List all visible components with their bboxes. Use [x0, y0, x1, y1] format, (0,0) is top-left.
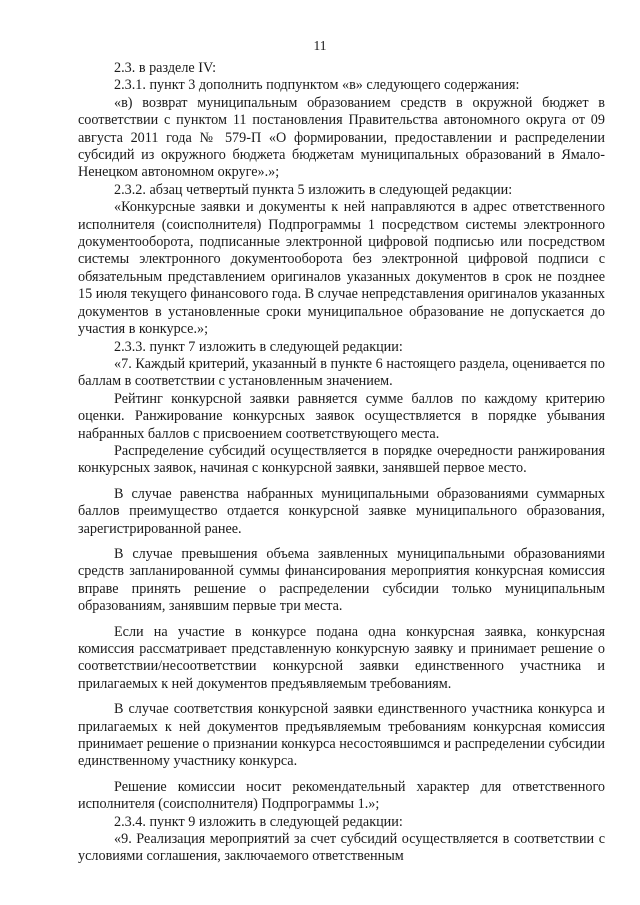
document-body — [78, 60, 605, 866]
page-number: 11 — [313, 38, 327, 53]
paragraph: В случае соответствия конкурсной заявки единственного участника конкурса и прилагаемых к ней документов предъявляемым требованиям конкурсная комиссия принимает решение о признании конкурса несостоявшимся и распределении субсидии единственному участнику конкурса. — [78, 701, 605, 770]
paragraph: 2.3. в разделе IV: — [114, 60, 217, 76]
paragraph: Решение комиссии носит рекомендательный характер для ответственного исполнителя (соисполнителя) Подпрограммы 1.»; — [78, 778, 605, 813]
paragraph: В случае превышения объема заявленных муниципальными образованиями средств запланированной суммы финансирования мероприятия конкурсная комиссия вправе принять решение о распределении субсидии только муниципальным образованиям, занявшим первые три места. — [78, 545, 605, 615]
paragraph: «в) возврат муниципальным образованием средств в окружной бюджет в соответствии с пунктом 11 постановления Правительства автономного округа от 09 августа 2011 года № 579-П «О формировании, предоставлении и распределении субсидий из окружного бюджета бюджетам муниципальных образований в Ямало-Ненецком автономном округе».»; — [78, 94, 605, 181]
paragraph: 2.3.3. пункт 7 изложить в следующей редакции: — [114, 338, 403, 355]
paragraph: «9. Реализация мероприятий за счет субсидий осуществляется в соответствии с условиями соглашения, заключаемого ответственным — [78, 831, 605, 865]
paragraph: Распределение субсидий осуществляется в порядке очередности ранжирования конкурсных заявок, начиная с конкурсной заявки, занявшей первое место. — [78, 442, 605, 477]
paragraph: 2.3.2. абзац четвертый пункта 5 изложить в следующей редакции: — [114, 181, 513, 198]
paragraph: «7. Каждый критерий, указанный в пункте 6 настоящего раздела, оценивается по баллам в соответствии с установленным значением. — [78, 355, 605, 390]
paragraph: В случае равенства набранных муниципальными образованиями суммарных баллов преимущество отдается конкурсной заявке муниципального образования, зарегистрированной ранее. — [78, 485, 605, 537]
paragraph: «Конкурсные заявки и документы к ней направляются в адрес ответственного исполнителя (соисполнителя) Подпрограммы 1 посредством системы электронного документооборота, подписанные электронной цифровой подписью или посредством системы электронного документооборота без электронной цифровой подписи с обязательным представлением оригиналов указанных документов в срок не позднее 15 июля текущего финансового года. В случае непредставления оригиналов указанных документов в установленные сроки муниципальное образование не допускается до участия в конкурсе.»; — [78, 199, 605, 338]
paragraph: 2.3.1. пункт 3 дополнить подпунктом «в» следующего содержания: — [114, 77, 520, 94]
paragraph: 2.3.4. пункт 9 изложить в следующей редакции: — [114, 813, 403, 830]
paragraph: Рейтинг конкурсной заявки равняется сумме баллов по каждому критерию оценки. Ранжирование конкурсных заявок осуществляется в порядке убывания набранных баллов с присвоением соответствующего места. — [78, 390, 605, 442]
paragraph: Если на участие в конкурсе подана одна конкурсная заявка, конкурсная комиссия рассматривает представленную конкурсную заявку и принимает решение о соответствии/несоответствии конкурсной заявки единственного участника и прилагаемых к ней документов предъявляемым требованиям. — [78, 623, 605, 692]
